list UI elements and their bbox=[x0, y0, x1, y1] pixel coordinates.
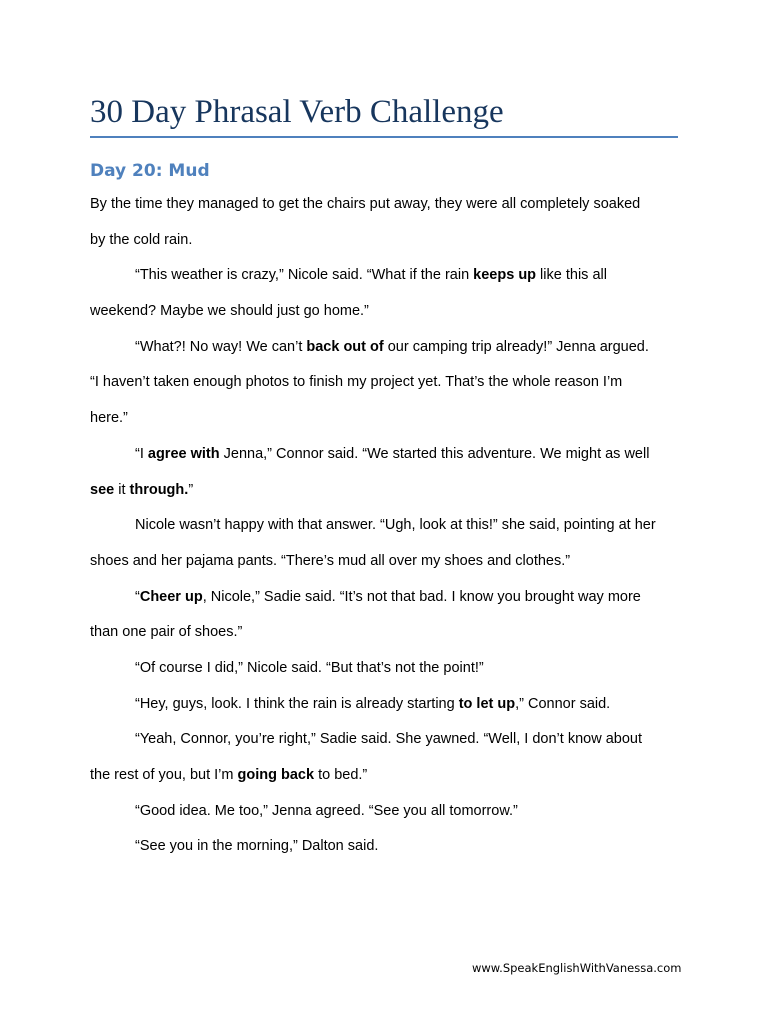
document-title: 30 Day Phrasal Verb Challenge bbox=[90, 94, 504, 130]
paragraph-line bbox=[90, 437, 690, 473]
paragraph-4 bbox=[90, 437, 690, 508]
paragraph-line: by the cold rain. bbox=[90, 231, 193, 248]
paragraph-line: than one pair of shoes.” bbox=[90, 624, 243, 641]
paragraph-line bbox=[90, 258, 690, 294]
paragraph-5 bbox=[90, 508, 690, 579]
paragraph-10 bbox=[90, 794, 690, 830]
text-run: the rest of you, but I’m bbox=[90, 767, 238, 783]
phrasal-verb-let-up: to let up bbox=[458, 695, 516, 712]
title-underline-rule bbox=[90, 136, 678, 138]
phrasal-verb-going-back: going back bbox=[237, 767, 315, 783]
paragraph-line: shoes and her pajama pants. “There’s mud all over my shoes and clothes.” bbox=[90, 552, 571, 569]
phrasal-verb-through: through. bbox=[129, 481, 189, 498]
text-run: “Hey, guys, look. I think the rain is already starting bbox=[135, 695, 459, 712]
footer-website-url: www.SpeakEnglishWithVanessa.com bbox=[472, 961, 682, 975]
paragraph-line: Nicole wasn’t happy with that answer. “Ugh, look at this!” she said, pointing at her bbox=[135, 517, 656, 534]
text-run: our camping trip already!” Jenna argued. bbox=[383, 338, 649, 355]
phrasal-verb-keeps-up: keeps up bbox=[473, 267, 537, 284]
text-run: ,” Connor said. bbox=[515, 695, 611, 712]
paragraph-line: “Yeah, Connor, you’re right,” Sadie said. She yawned. “Well, I don’t know about bbox=[135, 731, 642, 748]
paragraph-line: “I haven’t taken enough photos to finish my project yet. That’s the whole reason I’m bbox=[90, 374, 623, 391]
text-run: , Nicole,” Sadie said. “It’s not that bad. I know you brought way more bbox=[202, 588, 641, 605]
paragraph-line bbox=[90, 473, 690, 509]
paragraph-2 bbox=[90, 258, 690, 329]
paragraph-line: By the time they managed to get the chairs put away, they were all completely soaked bbox=[90, 196, 641, 212]
text-run: “What?! No way! We can’t bbox=[135, 338, 307, 355]
text-run: Jenna,” Connor said. “We started this adventure. We might as well bbox=[219, 445, 650, 462]
paragraph-7 bbox=[90, 651, 690, 687]
paragraph-6 bbox=[90, 580, 690, 651]
phrasal-verb-agree-with: agree with bbox=[147, 445, 220, 462]
paragraph-3 bbox=[90, 330, 690, 437]
paragraph-1 bbox=[90, 187, 690, 258]
paragraph-line: here.” bbox=[90, 410, 128, 427]
paragraph-line bbox=[90, 580, 690, 616]
paragraph-line: “Good idea. Me too,” Jenna agreed. “See you all tomorrow.” bbox=[135, 802, 518, 819]
text-run: ” bbox=[188, 481, 194, 498]
paragraph-8 bbox=[90, 687, 690, 723]
text-run: “ bbox=[135, 588, 140, 605]
paragraph-line: weekend? Maybe we should just go home.” bbox=[90, 303, 369, 320]
phrasal-verb-cheer-up: Cheer up bbox=[139, 588, 203, 605]
paragraph-line: “Of course I did,” Nicole said. “But that’s not the point!” bbox=[135, 659, 484, 676]
paragraph-line bbox=[90, 330, 690, 366]
story-text bbox=[90, 187, 690, 865]
paragraph-line bbox=[90, 687, 690, 723]
paragraph-9 bbox=[90, 722, 690, 793]
text-run: to bed.” bbox=[314, 767, 368, 783]
phrasal-verb-back-out-of: back out of bbox=[306, 338, 384, 355]
paragraph-11 bbox=[90, 829, 690, 865]
text-run: “This weather is crazy,” Nicole said. “What if the rain bbox=[135, 267, 474, 284]
paragraph-line: “See you in the morning,” Dalton said. bbox=[135, 838, 379, 855]
text-run: like this all bbox=[536, 267, 607, 284]
text-run: it bbox=[114, 481, 130, 498]
text-run: “I bbox=[135, 445, 148, 462]
section-heading: Day 20: Mud bbox=[90, 161, 210, 181]
phrasal-verb-see: see bbox=[90, 481, 115, 498]
paragraph-line bbox=[90, 758, 690, 794]
